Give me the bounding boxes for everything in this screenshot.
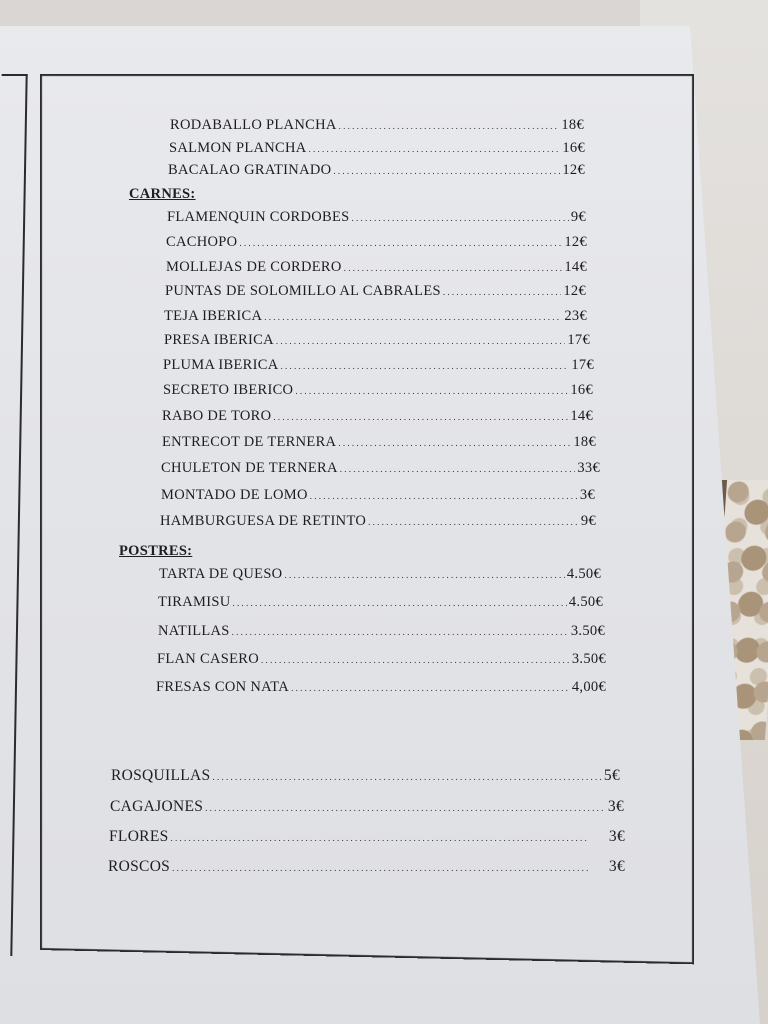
item-name: CACHOPO bbox=[166, 234, 238, 250]
item-name: PRESA IBERICA bbox=[164, 332, 274, 348]
section-heading-postres: POSTRES: bbox=[119, 543, 193, 559]
item-name: BACALAO GRATINADO bbox=[168, 162, 332, 178]
menu-item bbox=[111, 767, 620, 785]
item-price: 3€ bbox=[579, 487, 595, 503]
menu-item bbox=[156, 679, 606, 696]
menu-item bbox=[163, 382, 593, 399]
item-name: HAMBURGUESA DE RETINTO bbox=[160, 513, 367, 529]
leader-dots bbox=[339, 117, 560, 134]
leader-dots bbox=[172, 858, 607, 876]
item-price: 3.50€ bbox=[570, 623, 605, 639]
leader-dots bbox=[171, 828, 607, 846]
item-name: PUNTAS DE SOLOMILLO AL CABRALES bbox=[165, 283, 441, 299]
menu-item bbox=[108, 858, 625, 876]
menu-item bbox=[169, 140, 585, 157]
item-name: ENTRECOT DE TERNERA bbox=[162, 434, 337, 450]
item-price: 9€ bbox=[570, 209, 586, 225]
item-name: ROSCOS bbox=[108, 858, 171, 875]
item-name: TEJA IBERICA bbox=[164, 308, 263, 324]
item-name: FLAN CASERO bbox=[157, 651, 259, 667]
item-price: 14€ bbox=[564, 259, 587, 275]
menu-item bbox=[167, 209, 586, 226]
menu-item bbox=[157, 651, 606, 668]
leader-dots bbox=[295, 382, 568, 399]
item-price: 3.50€ bbox=[571, 651, 606, 667]
item-price: 18€ bbox=[561, 117, 584, 133]
menu-item bbox=[162, 408, 593, 425]
item-price: 23€ bbox=[564, 308, 587, 324]
item-price: 12€ bbox=[562, 162, 585, 178]
leader-dots bbox=[309, 140, 561, 157]
leader-dots bbox=[291, 679, 570, 696]
item-price: 16€ bbox=[570, 382, 593, 398]
item-price: 33€ bbox=[577, 460, 600, 476]
item-name: ROSQUILLAS bbox=[111, 767, 211, 784]
leader-dots bbox=[261, 651, 570, 668]
item-price: 12€ bbox=[564, 234, 587, 250]
leader-dots bbox=[310, 487, 578, 504]
item-price: 17€ bbox=[571, 357, 594, 373]
leader-dots bbox=[264, 308, 562, 325]
item-name: SALMON PLANCHA bbox=[169, 140, 307, 156]
item-name: FLORES bbox=[109, 828, 169, 845]
item-name: CAGAJONES bbox=[110, 798, 204, 815]
item-name: PLUMA IBERICA bbox=[163, 357, 279, 373]
item-name: FRESAS CON NATA bbox=[156, 679, 290, 695]
menu-item bbox=[164, 332, 590, 349]
menu-item bbox=[165, 283, 586, 300]
item-price: 16€ bbox=[562, 140, 585, 156]
item-price: 4.50€ bbox=[566, 566, 601, 582]
leader-dots bbox=[212, 767, 601, 785]
menu-item bbox=[109, 828, 625, 846]
menu-item bbox=[158, 623, 605, 640]
item-price: 3€ bbox=[607, 798, 624, 815]
item-price: 3€ bbox=[608, 858, 625, 875]
leader-dots bbox=[340, 460, 576, 477]
menu-item bbox=[170, 117, 584, 134]
item-price: 4.50€ bbox=[568, 594, 603, 610]
item-price: 18€ bbox=[573, 434, 596, 450]
item-name: TIRAMISU bbox=[158, 594, 231, 610]
leader-dots bbox=[284, 566, 564, 583]
leader-dots bbox=[338, 434, 571, 451]
menu-item bbox=[161, 487, 595, 504]
item-name: SECRETO IBERICO bbox=[163, 382, 294, 398]
item-name: MONTADO DE LOMO bbox=[161, 487, 308, 503]
menu-item bbox=[164, 308, 587, 325]
menu-item bbox=[166, 259, 587, 276]
item-name: MOLLEJAS DE CORDERO bbox=[166, 259, 342, 275]
menu-item bbox=[166, 234, 587, 251]
item-price: 17€ bbox=[567, 332, 590, 348]
menu-item bbox=[168, 162, 585, 179]
item-name: TARTA DE QUESO bbox=[159, 566, 283, 582]
section-heading-carnes: CARNES: bbox=[129, 186, 196, 202]
menu-item bbox=[160, 513, 596, 530]
menu-item bbox=[163, 357, 594, 374]
leader-dots bbox=[352, 209, 569, 226]
item-name: RODABALLO PLANCHA bbox=[170, 117, 337, 133]
item-price: 4,00€ bbox=[571, 679, 606, 695]
menu-item bbox=[161, 460, 600, 477]
menu-item bbox=[159, 566, 601, 583]
leader-dots bbox=[273, 408, 568, 425]
item-price: 12€ bbox=[563, 283, 586, 299]
item-price: 9€ bbox=[580, 513, 596, 529]
menu-item bbox=[162, 434, 596, 451]
leader-dots bbox=[368, 513, 579, 530]
leader-dots bbox=[280, 357, 569, 374]
item-price: 5€ bbox=[603, 767, 620, 784]
item-name: RABO DE TORO bbox=[162, 408, 272, 424]
item-price: 14€ bbox=[570, 408, 593, 424]
leader-dots bbox=[276, 332, 565, 349]
leader-dots bbox=[333, 162, 560, 179]
leader-dots bbox=[344, 259, 563, 276]
leader-dots bbox=[205, 798, 606, 816]
leader-dots bbox=[443, 283, 561, 300]
menu-item bbox=[110, 798, 624, 816]
menu-item bbox=[158, 594, 603, 611]
leader-dots bbox=[239, 234, 562, 251]
leader-dots bbox=[232, 623, 569, 640]
item-name: CHULETON DE TERNERA bbox=[161, 460, 338, 476]
leader-dots bbox=[233, 594, 567, 611]
item-name: FLAMENQUIN CORDOBES bbox=[167, 209, 350, 225]
item-price: 3€ bbox=[608, 828, 625, 845]
item-name: NATILLAS bbox=[158, 623, 230, 639]
